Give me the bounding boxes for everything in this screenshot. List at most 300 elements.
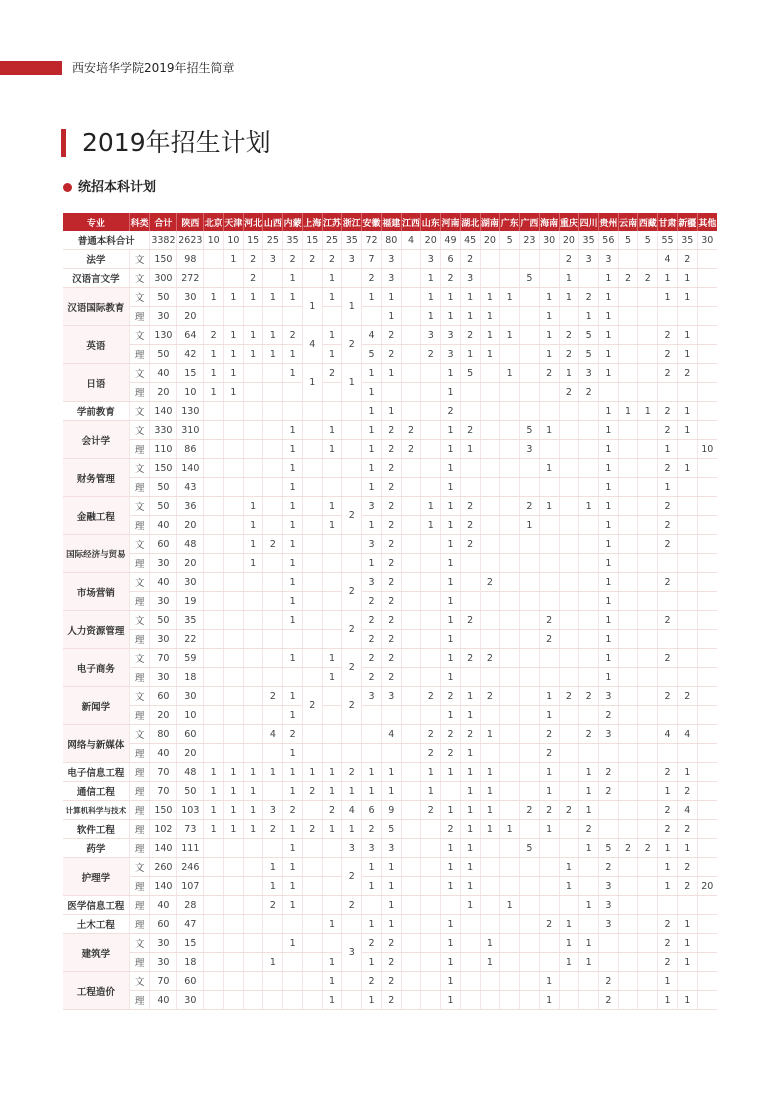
table-cell: 1 [441,516,461,535]
type-cell: 文 [129,858,150,877]
table-cell [638,345,658,364]
table-cell: 1 [283,288,303,307]
table-cell [559,440,579,459]
table-cell [500,535,520,554]
table-row [63,421,717,440]
table-cell [460,972,480,991]
table-cell [579,991,599,1010]
table-row [63,269,717,288]
table-cell: 60 [150,915,177,934]
table-cell [302,402,322,421]
table-cell: 1 [500,288,520,307]
table-cell [520,782,540,801]
table-cell [618,383,638,402]
table-cell [559,839,579,858]
table-cell: 50 [150,611,177,630]
table-cell [401,915,421,934]
table-cell [401,649,421,668]
table-cell [500,744,520,763]
table-cell [618,858,638,877]
table-cell [480,858,500,877]
table-cell [559,592,579,611]
table-cell: 2 [539,744,559,763]
table-cell: 1 [500,326,520,345]
table-cell [520,972,540,991]
table-cell: 2 [480,649,500,668]
table-cell [480,554,500,573]
table-row [63,668,717,687]
table-cell: 19 [177,592,204,611]
table-cell [520,250,540,269]
table-cell [302,953,322,972]
table-cell [697,839,717,858]
table-cell: 1 [204,820,224,839]
table-cell: 2 [520,497,540,516]
table-cell: 2 [658,611,678,630]
table-cell [500,345,520,364]
table-cell [263,649,283,668]
table-cell [401,934,421,953]
type-cell: 文 [129,421,150,440]
table-cell: 2 [362,269,382,288]
table-cell [559,972,579,991]
table-cell: 2 [362,972,382,991]
table-cell: 3 [598,725,618,744]
table-cell: 2 [362,820,382,839]
table-cell [697,934,717,953]
table-cell [579,402,599,421]
table-cell: 1 [658,440,678,459]
table-cell [401,554,421,573]
table-cell: 1 [441,554,461,573]
table-row [63,896,717,915]
table-cell: 20 [150,383,177,402]
table-cell [677,668,697,687]
header-accent-bar [0,61,62,75]
table-row [63,991,717,1010]
table-cell: 2 [658,763,678,782]
table-cell [677,516,697,535]
table-cell [638,421,658,440]
table-cell [224,972,244,991]
table-cell: 2 [283,250,303,269]
table-cell [263,554,283,573]
table-cell: 2 [342,573,362,611]
table-cell: 2 [342,611,362,649]
table-cell [520,915,540,934]
table-cell [677,592,697,611]
table-cell [263,364,283,383]
table-cell: 1 [322,668,342,687]
table-row [63,839,717,858]
table-cell [579,554,599,573]
table-cell [421,630,441,649]
table-cell [500,801,520,820]
table-cell [401,839,421,858]
table-cell [638,782,658,801]
table-cell: 2 [381,972,401,991]
table-cell [520,326,540,345]
table-cell: 1 [283,478,303,497]
table-cell: 60 [177,972,204,991]
table-cell: 1 [677,326,697,345]
table-cell [204,839,224,858]
table-row [63,402,717,421]
table-cell [500,478,520,497]
table-cell [539,250,559,269]
table-cell [263,592,283,611]
table-cell [677,478,697,497]
table-cell [263,706,283,725]
table-cell [480,706,500,725]
table-cell: 1 [362,478,382,497]
table-cell: 2 [460,649,480,668]
table-cell [421,877,441,896]
table-cell [618,611,638,630]
table-cell: 1 [658,991,678,1010]
table-cell [697,744,717,763]
table-cell [401,402,421,421]
table-cell [460,592,480,611]
type-cell: 理 [129,763,150,782]
table-cell [697,573,717,592]
table-cell: 2 [342,649,362,687]
table-cell: 1 [441,706,461,725]
column-header: 广东 [500,213,520,231]
table-cell: 1 [539,326,559,345]
table-cell [322,573,342,592]
column-header: 湖南 [480,213,500,231]
table-cell [618,364,638,383]
table-cell [559,516,579,535]
table-cell: 1 [677,915,697,934]
table-cell: 1 [381,877,401,896]
table-cell: 1 [460,782,480,801]
table-cell: 3 [362,535,382,554]
table-cell [618,516,638,535]
type-cell: 文 [129,402,150,421]
table-cell [302,668,322,687]
table-cell: 4 [677,725,697,744]
table-cell [243,991,263,1010]
table-cell [697,459,717,478]
table-cell: 2 [539,725,559,744]
table-cell: 1 [263,858,283,877]
table-cell [204,858,224,877]
table-cell [520,820,540,839]
table-cell [677,307,697,326]
table-cell [677,744,697,763]
table-cell: 1 [263,326,283,345]
table-cell [579,630,599,649]
table-cell: 30 [177,687,204,706]
table-cell: 70 [150,782,177,801]
table-cell [243,611,263,630]
table-cell [559,573,579,592]
table-cell: 1 [283,744,303,763]
table-cell [342,440,362,459]
table-cell [618,820,638,839]
table-cell: 330 [150,421,177,440]
table-cell [224,459,244,478]
table-cell: 1 [618,402,638,421]
table-cell: 36 [177,497,204,516]
table-cell: 4 [381,725,401,744]
table-cell [322,554,342,573]
table-cell [677,649,697,668]
table-cell [421,896,441,915]
type-cell: 文 [129,269,150,288]
table-cell: 30 [150,953,177,972]
table-cell [480,516,500,535]
table-cell: 1 [539,288,559,307]
table-cell [480,592,500,611]
table-cell: 1 [381,896,401,915]
table-cell [401,744,421,763]
table-cell: 130 [150,326,177,345]
major-cell: 人力资源管理 [63,611,129,649]
table-cell [302,725,322,744]
table-cell [204,953,224,972]
table-cell: 1 [283,649,303,668]
table-cell: 9 [381,801,401,820]
table-cell [480,839,500,858]
table-cell [658,554,678,573]
table-cell [697,725,717,744]
table-cell [362,725,382,744]
table-cell: 1 [441,630,461,649]
table-cell: 1 [362,440,382,459]
table-cell: 1 [460,706,480,725]
table-cell [302,839,322,858]
table-cell: 1 [283,934,303,953]
table-row [63,345,717,364]
table-cell: 98 [177,250,204,269]
table-cell: 20 [421,231,441,250]
table-cell [480,402,500,421]
table-cell [618,592,638,611]
table-cell [598,934,618,953]
table-cell: 30 [150,554,177,573]
table-cell [500,877,520,896]
table-cell [520,459,540,478]
table-cell [263,972,283,991]
table-cell [520,763,540,782]
table-cell [322,630,342,649]
table-cell [579,706,599,725]
table-cell: 1 [598,478,618,497]
table-cell: 1 [441,991,461,1010]
table-cell [243,877,263,896]
table-cell: 47 [177,915,204,934]
table-cell [500,630,520,649]
table-cell: 1 [263,953,283,972]
table-cell: 1 [677,763,697,782]
table-cell: 1 [441,801,461,820]
table-cell [243,839,263,858]
table-cell [579,877,599,896]
table-cell: 22 [177,630,204,649]
table-cell [302,858,322,877]
table-cell [638,725,658,744]
table-cell [460,953,480,972]
table-cell [618,706,638,725]
table-cell [559,991,579,1010]
table-cell [401,991,421,1010]
table-cell [697,402,717,421]
table-cell [322,877,342,896]
type-cell: 理 [129,668,150,687]
table-cell: 1 [283,421,303,440]
table-cell: 2 [342,858,362,896]
table-cell: 3 [598,915,618,934]
table-row [63,497,717,516]
major-cell: 软件工程 [63,820,129,839]
table-cell [579,611,599,630]
table-cell [421,706,441,725]
table-cell [480,440,500,459]
table-cell [520,288,540,307]
table-cell [243,440,263,459]
table-row [63,250,717,269]
table-cell [302,516,322,535]
table-cell: 1 [283,877,303,896]
table-cell: 35 [283,231,303,250]
table-cell: 1 [441,383,461,402]
table-cell [677,554,697,573]
table-cell: 1 [204,801,224,820]
table-cell: 2 [618,269,638,288]
table-cell [618,915,638,934]
table-cell: 1 [441,934,461,953]
table-cell [243,573,263,592]
table-cell [302,915,322,934]
table-cell: 1 [460,288,480,307]
table-cell: 2 [559,383,579,402]
table-cell: 1 [500,364,520,383]
table-cell: 1 [658,839,678,858]
type-cell: 理 [129,953,150,972]
major-cell: 新闻学 [63,687,129,725]
table-cell: 1 [421,516,441,535]
column-header: 四川 [579,213,599,231]
major-cell: 计算机科学与技术 [63,801,129,820]
table-cell [204,573,224,592]
table-cell [618,725,638,744]
table-cell [381,706,401,725]
table-cell: 1 [421,307,441,326]
table-cell: 150 [150,459,177,478]
table-cell [421,839,441,858]
table-cell: 2 [322,801,342,820]
table-cell [539,592,559,611]
table-cell [539,934,559,953]
table-cell [302,535,322,554]
table-row [63,459,717,478]
table-cell [401,687,421,706]
table-cell [697,478,717,497]
type-cell: 理 [129,440,150,459]
table-cell [520,630,540,649]
table-cell: 4 [677,801,697,820]
table-cell [283,972,303,991]
table-cell: 1 [283,706,303,725]
table-cell: 1 [322,991,342,1010]
table-cell: 1 [362,858,382,877]
table-cell [480,972,500,991]
table-cell [539,554,559,573]
table-cell: 2 [421,687,441,706]
table-cell: 2 [302,782,322,801]
table-cell: 1 [539,459,559,478]
table-cell: 1 [362,288,382,307]
major-cell: 普通本科合计 [63,231,150,250]
table-cell: 2 [658,687,678,706]
table-row [63,478,717,497]
table-cell: 2 [658,364,678,383]
table-cell: 1 [658,858,678,877]
table-cell [322,535,342,554]
table-cell: 1 [460,801,480,820]
table-cell: 2 [401,421,421,440]
table-cell [500,953,520,972]
table-cell: 4 [263,725,283,744]
table-cell [697,782,717,801]
table-cell [618,801,638,820]
table-cell: 111 [177,839,204,858]
column-header: 其他 [697,213,717,231]
table-cell [500,421,520,440]
table-cell: 2 [480,687,500,706]
table-cell: 1 [342,288,362,326]
table-cell: 2 [421,345,441,364]
table-cell [677,497,697,516]
table-cell [618,554,638,573]
table-row [63,630,717,649]
table-cell [638,383,658,402]
table-cell: 2 [658,421,678,440]
table-cell [677,383,697,402]
major-cell: 工程造价 [63,972,129,1010]
table-cell: 30 [150,668,177,687]
table-cell: 2 [539,630,559,649]
table-cell [204,934,224,953]
table-cell: 2 [460,250,480,269]
table-cell: 20 [480,231,500,250]
table-cell: 1 [362,554,382,573]
table-cell: 2 [579,383,599,402]
table-cell: 1 [283,592,303,611]
table-cell [579,592,599,611]
table-cell: 1 [677,421,697,440]
table-cell [204,611,224,630]
table-cell: 2 [441,269,461,288]
table-cell [302,972,322,991]
table-cell: 1 [322,288,342,307]
table-cell [224,535,244,554]
table-cell: 1 [598,535,618,554]
table-cell [638,307,658,326]
table-cell: 1 [204,345,224,364]
table-cell: 1 [342,820,362,839]
type-cell: 文 [129,611,150,630]
table-cell [322,459,342,478]
table-cell [579,440,599,459]
table-cell [697,269,717,288]
table-cell [697,516,717,535]
table-cell: 1 [283,839,303,858]
table-cell: 1 [480,307,500,326]
